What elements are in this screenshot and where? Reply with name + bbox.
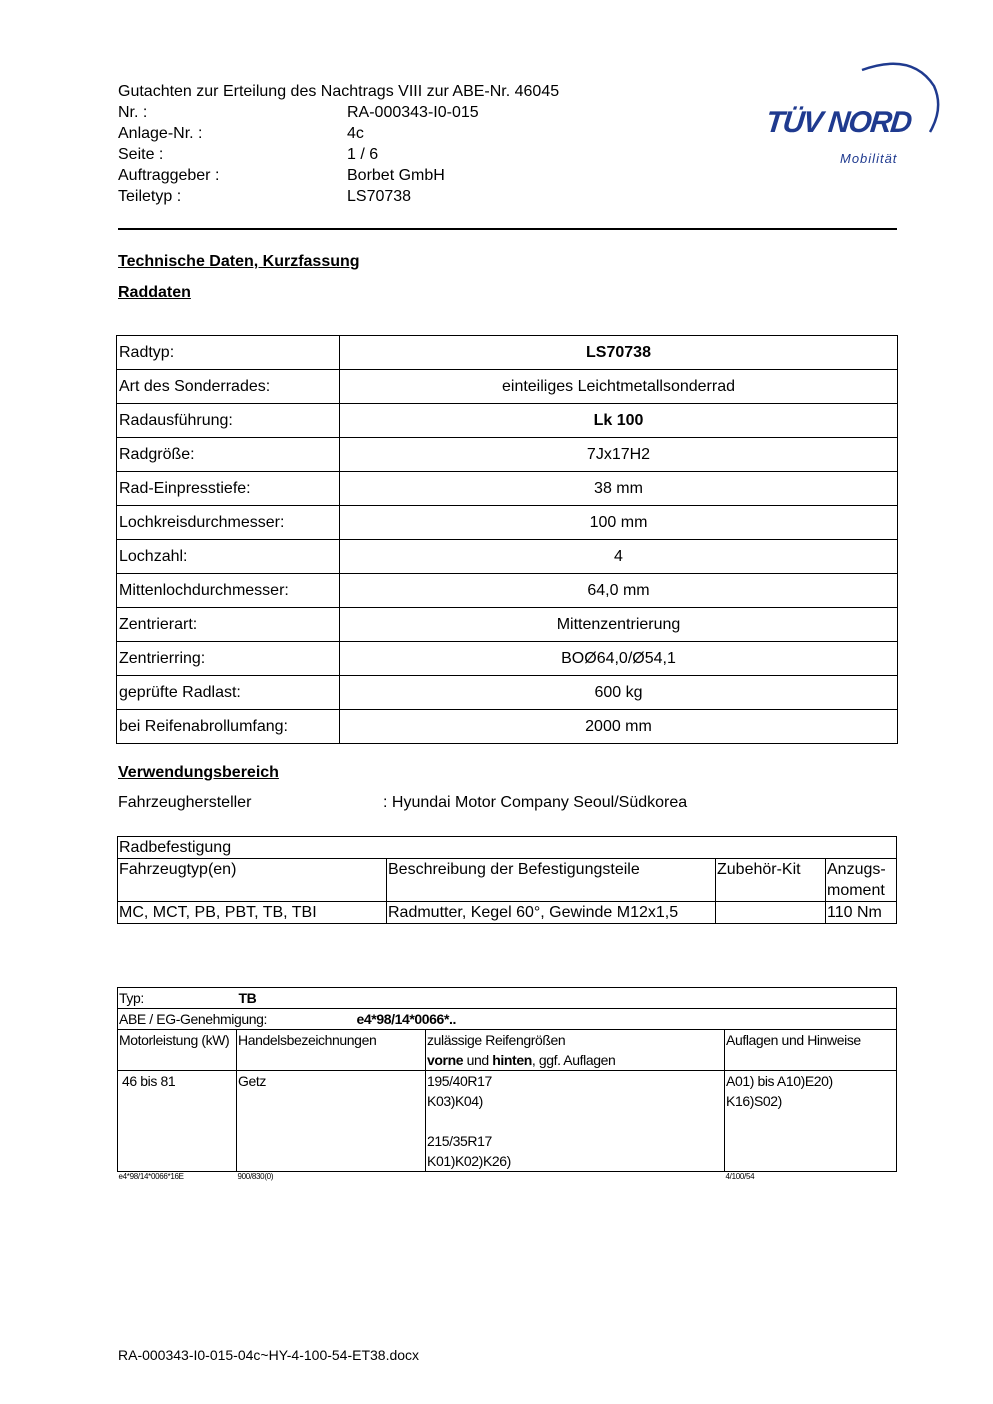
wheel-data-table bbox=[116, 335, 898, 744]
wheel-label: Zentrierart: bbox=[117, 608, 340, 642]
wheel-label: Lochkreisdurchmesser: bbox=[117, 506, 340, 540]
wheel-value: 4 bbox=[340, 540, 898, 574]
field-nr: Nr. : RA-000343-I0-015 bbox=[118, 104, 479, 121]
wheel-value: 2000 mm bbox=[340, 710, 898, 744]
table-row bbox=[117, 574, 898, 608]
wheel-label: bei Reifenabrollumfang: bbox=[117, 710, 340, 744]
col-header-motorleistung: Motorleistung (kW) bbox=[118, 1030, 237, 1071]
field-anlage: Anlage-Nr. : 4c bbox=[118, 125, 364, 142]
wheel-value: einteiliges Leichtmetallsonderrad bbox=[340, 370, 898, 404]
vehicle-type-table bbox=[117, 987, 897, 1182]
type-header-row bbox=[118, 1030, 897, 1071]
table-row bbox=[117, 370, 898, 404]
cell-handelsbezeichnung: Getz bbox=[237, 1071, 426, 1172]
table-row bbox=[117, 438, 898, 472]
radbefestigung-table bbox=[117, 836, 897, 924]
table-row bbox=[117, 676, 898, 710]
table-row bbox=[117, 540, 898, 574]
col-header-fahrzeugtyp: Fahrzeugtyp(en) bbox=[118, 859, 387, 902]
section-raddaten: Raddaten bbox=[118, 284, 191, 301]
col-header-anzugsmoment: Anzugs-moment bbox=[826, 859, 897, 902]
wheel-label: geprüfte Radlast: bbox=[117, 676, 340, 710]
cell-anzugsmoment: 110 Nm bbox=[826, 902, 897, 924]
cell-auflagen: A01) bis A10)E20) K16)S02) bbox=[725, 1071, 897, 1172]
wheel-value: 7Jx17H2 bbox=[340, 438, 898, 472]
section-verwendungsbereich: Verwendungsbereich bbox=[118, 764, 279, 781]
table-row bbox=[117, 506, 898, 540]
wheel-label: Rad-Einpresstiefe: bbox=[117, 472, 340, 506]
table-row bbox=[117, 336, 898, 370]
table-row bbox=[117, 472, 898, 506]
wheel-value: Lk 100 bbox=[340, 404, 898, 438]
typ-value: TB bbox=[426, 988, 897, 1009]
wheel-value: LS70738 bbox=[340, 336, 898, 370]
table-row bbox=[118, 1071, 897, 1172]
fahrzeughersteller-line bbox=[118, 794, 687, 812]
wheel-label: Radtyp: bbox=[117, 336, 340, 370]
wheel-value: 100 mm bbox=[340, 506, 898, 540]
col-header-handelsbezeichnungen: Handelsbezeichnungen bbox=[237, 1030, 426, 1071]
document-header bbox=[118, 81, 559, 207]
table-row bbox=[117, 608, 898, 642]
col-header-zubehoer: Zubehör-Kit bbox=[716, 859, 826, 902]
cell-zubehoer bbox=[716, 902, 826, 924]
wheel-label: Lochzahl: bbox=[117, 540, 340, 574]
wheel-value: BOØ64,0/Ø54,1 bbox=[340, 642, 898, 676]
table-row bbox=[118, 902, 897, 924]
wheel-value: 600 kg bbox=[340, 676, 898, 710]
field-seite: Seite : 1 / 6 bbox=[118, 146, 379, 163]
table-row bbox=[117, 404, 898, 438]
header-rule bbox=[118, 228, 897, 230]
col-header-auflagen: Auflagen und Hinweise bbox=[725, 1030, 897, 1071]
radbefestigung-header-row bbox=[118, 859, 897, 902]
wheel-value: 64,0 mm bbox=[340, 574, 898, 608]
col-header-reifengroessen: zulässige Reifengrößen vorne und hinten, ggf. Auflagen bbox=[426, 1030, 725, 1071]
section-technische-daten: Technische Daten, Kurzfassung bbox=[118, 253, 360, 270]
abe-value: e4*98/14*0066*.. bbox=[426, 1009, 897, 1030]
field-teiletyp: Teiletyp : LS70738 bbox=[118, 188, 412, 205]
table-row bbox=[117, 710, 898, 744]
report-title: Gutachten zur Erteilung des Nachtrags VIII zur ABE-Nr. 46045 bbox=[118, 83, 560, 100]
wheel-label: Radausführung: bbox=[117, 404, 340, 438]
table-row bbox=[117, 642, 898, 676]
radbefestigung-title: Radbefestigung bbox=[118, 837, 897, 859]
wheel-label: Zentrierring: bbox=[117, 642, 340, 676]
fahrzeughersteller-label: Fahrzeughersteller bbox=[118, 794, 252, 811]
cell-reifengroessen: 195/40R17 K03)K04) 215/35R17 K01)K02)K26) bbox=[426, 1071, 725, 1172]
wheel-label: Art des Sonderrades: bbox=[117, 370, 340, 404]
col-header-beschreibung: Beschreibung der Befestigungsteile bbox=[387, 859, 716, 902]
cell-fahrzeugtyp: MC, MCT, PB, PBT, TB, TBI bbox=[118, 902, 387, 924]
document-footer: RA-000343-I0-015-04c~HY-4-100-54-ET38.docx bbox=[118, 1347, 420, 1363]
tuev-nord-logo: TÜV NORD Mobilität bbox=[762, 56, 942, 176]
typ-label: Typ: bbox=[118, 988, 426, 1009]
wheel-value: 38 mm bbox=[340, 472, 898, 506]
wheel-value: Mittenzentrierung bbox=[340, 608, 898, 642]
type-footnote-row: e4*98/14*0066*16E 900/830(0) 4/100/54 bbox=[118, 1172, 755, 1181]
wheel-label: Radgröße: bbox=[117, 438, 340, 472]
abe-label: ABE / EG-Genehmigung: bbox=[118, 1009, 426, 1030]
cell-motorleistung: 46 bis 81 bbox=[118, 1071, 237, 1172]
field-auftraggeber: Auftraggeber : Borbet GmbH bbox=[118, 167, 445, 184]
cell-beschreibung: Radmutter, Kegel 60°, Gewinde M12x1,5 bbox=[387, 902, 716, 924]
fahrzeughersteller-value: : Hyundai Motor Company Seoul/Südkorea bbox=[383, 794, 688, 811]
wheel-label: Mittenlochdurchmesser: bbox=[117, 574, 340, 608]
